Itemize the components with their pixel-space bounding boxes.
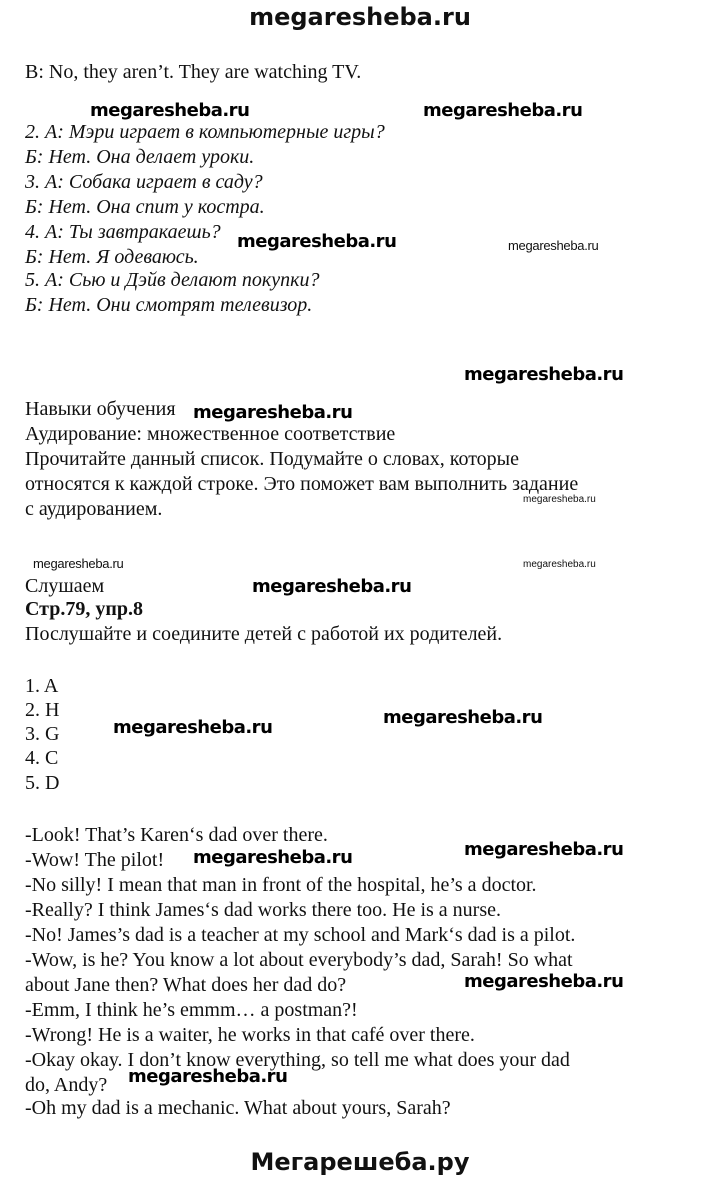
dialogue-line: -Wow! The pilot! — [25, 849, 165, 871]
watermark: megaresheba.ru — [464, 839, 624, 860]
dialogue-line: -Okay okay. I don’t know everything, so tell me what does your dad — [25, 1049, 570, 1071]
dialogue-line: -Look! That’s Karen‘s dad over there. — [25, 824, 328, 846]
dialogue-line: -Really? I think James‘s dad works there too. He is a nurse. — [25, 899, 501, 921]
dialogue-line: -Wrong! He is a waiter, he works in that café over there. — [25, 1024, 475, 1046]
dialogue-line: about Jane then? What does her dad do? — [25, 974, 347, 996]
translation-line: 3. А: Собака играет в саду? — [25, 171, 263, 193]
watermark: megaresheba.ru — [252, 576, 412, 597]
site-header: megaresheba.ru — [249, 3, 471, 31]
answer-item: 5. D — [25, 772, 60, 794]
skills-line: с аудированием. — [25, 498, 163, 520]
watermark: megaresheba.ru — [383, 707, 543, 728]
answer-item: 1. A — [25, 675, 59, 697]
skills-line: Аудирование: множественное соответствие — [25, 423, 396, 445]
translation-line: Б: Нет. Я одеваюсь. — [25, 246, 199, 268]
dialogue-line: -Wow, is he? You know a lot about everybody’s dad, Sarah! So what — [25, 949, 573, 971]
translation-line: 5. А: Сью и Дэйв делают покупки? — [25, 269, 320, 291]
dialogue-line: do, Andy? — [25, 1074, 108, 1096]
translation-line: 2. А: Мэри играет в компьютерные игры? — [25, 121, 385, 143]
dialogue-line: -Emm, I think he’s emmm… a postman?! — [25, 999, 358, 1021]
answer-item: 3. G — [25, 723, 60, 745]
dialogue-line: -Oh my dad is a mechanic. What about yours, Sarah? — [25, 1097, 451, 1119]
intro-line: B: No, they aren’t. They are watching TV. — [25, 61, 362, 83]
translation-line: 4. А: Ты завтракаешь? — [25, 221, 221, 243]
watermark: megaresheba.ru — [423, 100, 583, 121]
translation-line: Б: Нет. Она делает уроки. — [25, 146, 255, 168]
exercise-ref: Стр.79, упр.8 — [25, 598, 144, 620]
skills-line: Прочитайте данный список. Подумайте о словах, которые — [25, 448, 519, 470]
translation-line: Б: Нет. Она спит у костра. — [25, 196, 265, 218]
watermark: megaresheba.ru — [464, 971, 624, 992]
section-title: Слушаем — [25, 575, 105, 597]
skills-heading: Навыки обучения — [25, 398, 176, 420]
watermark: megaresheba.ru — [237, 231, 397, 252]
task-text: Послушайте и соедините детей с работой их родителей. — [25, 623, 503, 645]
watermark: megaresheba.ru — [33, 556, 124, 571]
skills-line: относятся к каждой строке. Это поможет вам выполнить задание — [25, 473, 579, 495]
dialogue-line: -No silly! I mean that man in front of the hospital, he’s a doctor. — [25, 874, 537, 896]
watermark: megaresheba.ru — [508, 238, 599, 253]
translation-line: Б: Нет. Они смотрят телевизор. — [25, 294, 313, 316]
watermark: megaresheba.ru — [193, 402, 353, 423]
watermark: megaresheba.ru — [113, 717, 273, 738]
answer-item: 4. C — [25, 747, 59, 769]
watermark: megaresheba.ru — [523, 494, 596, 505]
dialogue-line: -No! James’s dad is a teacher at my school and Mark‘s dad is a pilot. — [25, 924, 576, 946]
answer-item: 2. H — [25, 699, 60, 721]
site-footer: Мегарешеба.ру — [250, 1148, 470, 1176]
watermark: megaresheba.ru — [193, 847, 353, 868]
watermark: megaresheba.ru — [464, 364, 624, 385]
watermark: megaresheba.ru — [523, 559, 596, 570]
watermark: megaresheba.ru — [128, 1066, 288, 1087]
watermark: megaresheba.ru — [90, 100, 250, 121]
